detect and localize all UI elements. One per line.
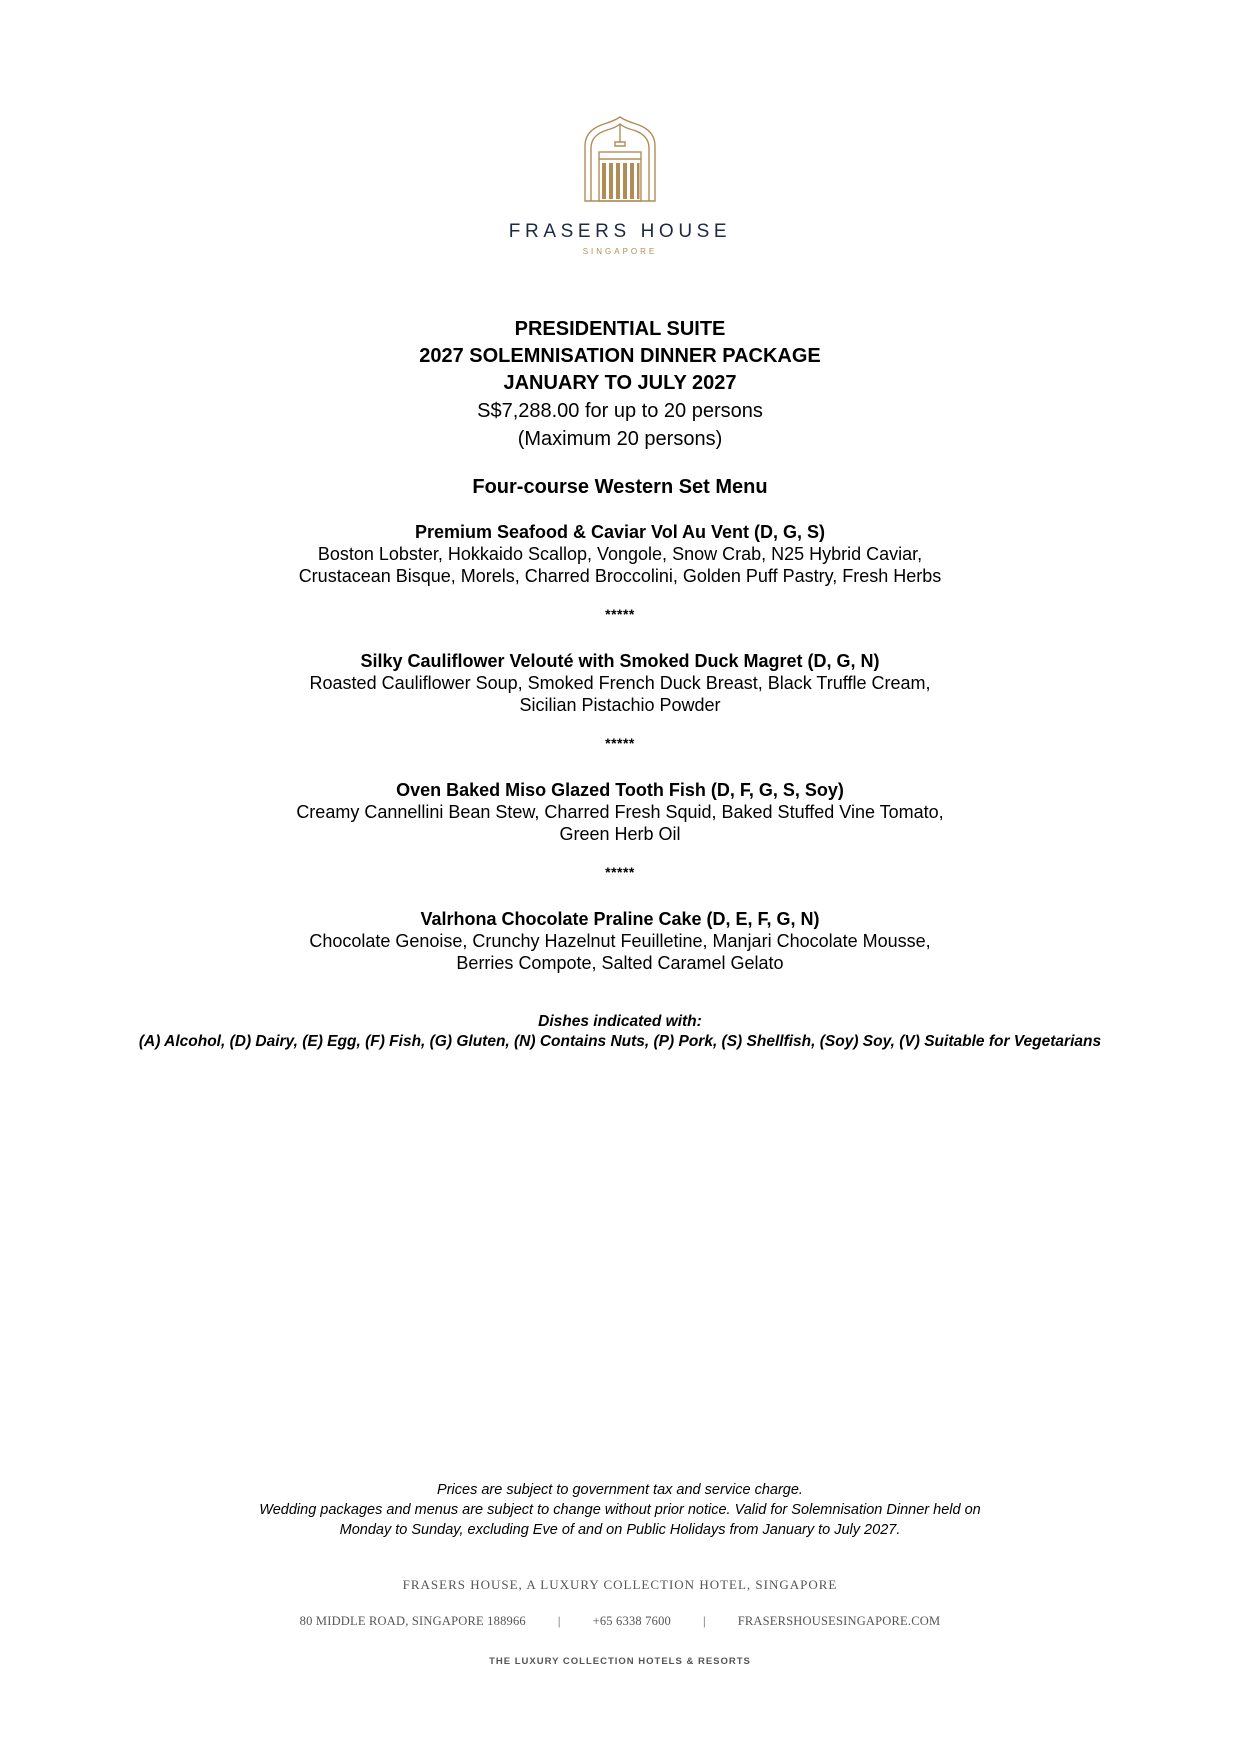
- course-name: Silky Cauliflower Velouté with Smoked Duck Magret (D, G, N): [360, 651, 880, 671]
- course-item: [0, 650, 1240, 716]
- brand-location: SINGAPORE: [582, 247, 658, 256]
- footer-contact: [0, 1614, 1240, 1629]
- course-separator: *****: [605, 735, 635, 751]
- course-description: Roasted Cauliflower Soup, Smoked French Duck Breast, Black Truffle Cream,: [309, 673, 931, 693]
- footer-website-link[interactable]: FRASERSHOUSESINGAPORE.COM: [737, 1614, 941, 1628]
- footer-divider: |: [557, 1614, 561, 1628]
- footer-brand: THE LUXURY COLLECTION HOTELS & RESORTS: [489, 1656, 751, 1667]
- course-description: Sicilian Pistachio Powder: [519, 695, 721, 715]
- footer-divider: |: [702, 1614, 706, 1628]
- allergen-legend: (A) Alcohol, (D) Dairy, (E) Egg, (F) Fish, (G) Gluten, (N) Contains Nuts, (P) Pork, (S) Shellfish, (Soy) Soy, (V) Suitable for Vegetarians: [138, 1033, 1102, 1050]
- course-item: [0, 779, 1240, 845]
- course-name: Oven Baked Miso Glazed Tooth Fish (D, F, G, S, Soy): [396, 780, 844, 800]
- course-item: [0, 521, 1240, 587]
- course-name: Valrhona Chocolate Praline Cake (D, E, F, G, N): [420, 909, 820, 929]
- terms-line: Wedding packages and menus are subject to change without prior notice. Valid for Solemnisation Dinner held on: [259, 1502, 981, 1518]
- course-item: [0, 908, 1240, 974]
- course-description: Creamy Cannellini Bean Stew, Charred Fresh Squid, Baked Stuffed Vine Tomato,: [296, 802, 944, 822]
- arched-window-logo-icon: [582, 116, 658, 202]
- menu-title: Four-course Western Set Menu: [472, 476, 768, 498]
- course-separator: *****: [605, 864, 635, 880]
- course-description: Green Herb Oil: [559, 824, 681, 844]
- terms-line: Monday to Sunday, excluding Eve of and on Public Holidays from January to July 2027.: [339, 1522, 901, 1538]
- terms-line: Prices are subject to government tax and service charge.: [437, 1482, 803, 1498]
- course-description: Berries Compote, Salted Caramel Gelato: [456, 953, 784, 973]
- package-capacity: (Maximum 20 persons): [517, 428, 723, 450]
- allergen-heading: Dishes indicated with:: [538, 1013, 702, 1030]
- brand-name: FRASERS HOUSE: [508, 221, 732, 242]
- course-description: Chocolate Genoise, Crunchy Hazelnut Feuilletine, Manjari Chocolate Mousse,: [309, 931, 931, 951]
- course-description: Crustacean Bisque, Morels, Charred Broccolini, Golden Puff Pastry, Fresh Herbs: [298, 566, 942, 586]
- course-description: Boston Lobster, Hokkaido Scallop, Vongole, Snow Crab, N25 Hybrid Caviar,: [317, 544, 923, 564]
- footer-phone[interactable]: +65 6338 7600: [592, 1614, 671, 1628]
- package-header: [0, 316, 1240, 453]
- footer-address: 80 MIDDLE ROAD, SINGAPORE 188966: [299, 1614, 526, 1628]
- package-period: JANUARY TO JULY 2027: [503, 372, 737, 394]
- course-separator: *****: [605, 606, 635, 622]
- package-price: S$7,288.00 for up to 20 persons: [477, 400, 763, 422]
- terms-notes: [0, 1480, 1240, 1540]
- course-name: Premium Seafood & Caviar Vol Au Vent (D, G, S): [414, 522, 826, 542]
- suite-title: PRESIDENTIAL SUITE: [514, 318, 726, 340]
- package-title: 2027 SOLEMNISATION DINNER PACKAGE: [419, 345, 821, 367]
- footer-hotel-name: FRASERS HOUSE, A LUXURY COLLECTION HOTEL, SINGAPORE: [402, 1577, 838, 1592]
